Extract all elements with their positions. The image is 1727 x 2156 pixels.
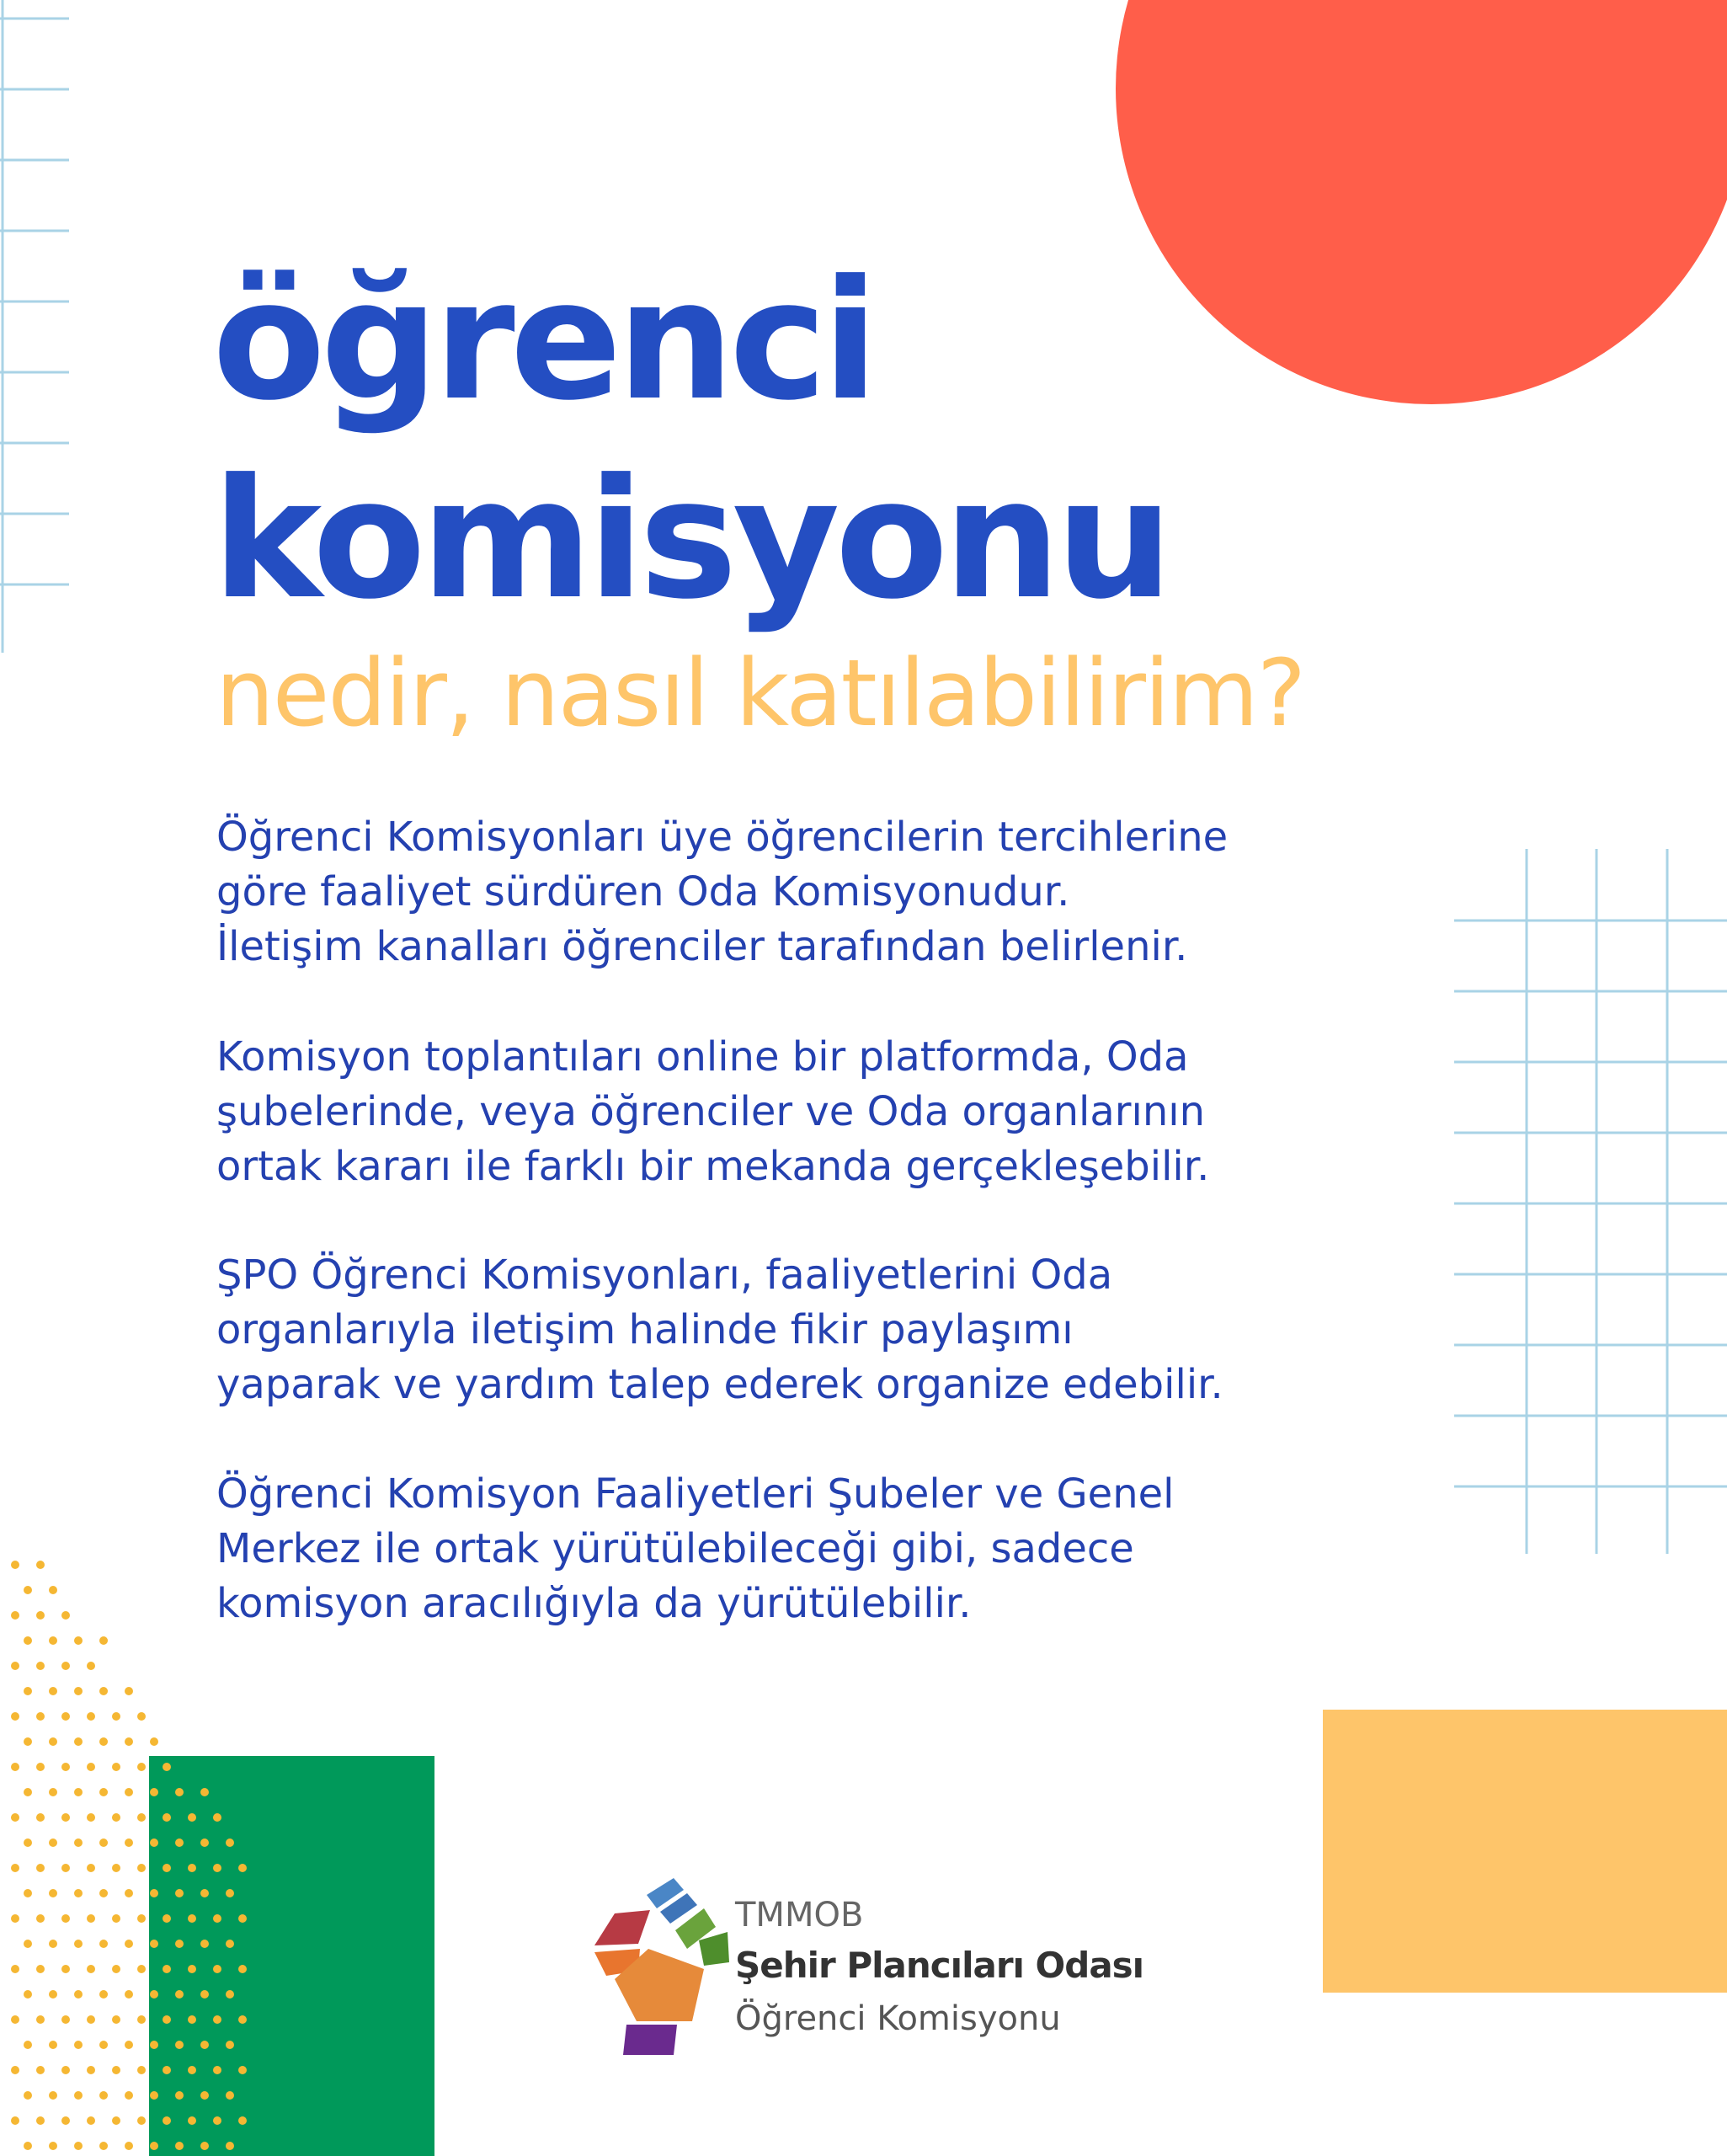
decor-dot	[11, 1813, 19, 1822]
decor-dot	[49, 2091, 57, 2100]
decor-dot	[74, 1889, 83, 1897]
decor-dot	[175, 1889, 184, 1897]
paragraph-3: ŞPO Öğrenci Komisyonları, faaliyetlerini Oda organlarıyla iletişim halinde fikir paylaşımı yaparak ve yardım talep ederek organize edebilir.	[216, 1251, 1223, 1408]
decor-dot	[36, 1712, 45, 1721]
decor-dot	[99, 1737, 108, 1746]
decor-dot	[112, 2015, 120, 2024]
decor-dot	[213, 2116, 221, 2125]
decor-dot	[112, 2066, 120, 2074]
decor-dot	[200, 1838, 209, 1847]
decor-dot	[188, 1813, 196, 1822]
decor-dot	[163, 1813, 171, 1822]
decor-dot	[36, 1561, 45, 1569]
decor-dot	[36, 2066, 45, 2074]
title-line-2: komisyonu	[212, 444, 1169, 636]
logo-org-name: Şehir Plancıları Odası	[735, 1945, 1144, 1986]
decor-dot	[213, 1864, 221, 1872]
decor-dot	[150, 1788, 158, 1796]
decor-dot	[24, 1788, 32, 1796]
decor-dot	[24, 1586, 32, 1594]
decor-dot	[200, 1990, 209, 1999]
decor-dot	[163, 2116, 171, 2125]
decor-dot	[99, 1788, 108, 1796]
decor-dot	[61, 1662, 70, 1670]
decor-dot	[188, 1864, 196, 1872]
decor-dot	[11, 2116, 19, 2125]
decor-dot	[87, 1914, 95, 1923]
decor-dot	[24, 2091, 32, 2100]
decor-dot	[112, 1813, 120, 1822]
decor-dot	[61, 1864, 70, 1872]
decor-dot	[11, 1965, 19, 1973]
decor-dot	[226, 2091, 234, 2100]
decor-dot	[24, 1990, 32, 1999]
decor-dot	[163, 2015, 171, 2024]
decor-dot	[36, 1662, 45, 1670]
decor-dot	[24, 2142, 32, 2150]
decor-dot	[125, 2091, 133, 2100]
decor-dot	[61, 1763, 70, 1771]
decor-dot	[74, 2041, 83, 2049]
decor-dot	[36, 1763, 45, 1771]
subtitle: nedir, nasıl katılabilirim?	[216, 639, 1305, 747]
decor-dot	[74, 1940, 83, 1948]
decor-dot	[74, 2091, 83, 2100]
decor-dot	[150, 1990, 158, 1999]
decor-dot	[112, 1712, 120, 1721]
decor-dot	[213, 2015, 221, 2024]
decor-dot	[11, 1914, 19, 1923]
decor-dot	[226, 2142, 234, 2150]
decor-dot	[74, 1636, 83, 1645]
decor-dot	[99, 2091, 108, 2100]
decor-dot	[226, 2041, 234, 2049]
decor-dot	[226, 1838, 234, 1847]
decor-dot	[99, 1687, 108, 1695]
decor-dot	[125, 1737, 133, 1746]
decor-dot	[99, 1636, 108, 1645]
decor-dot	[24, 2041, 32, 2049]
decor-dot	[200, 1889, 209, 1897]
decor-dot	[87, 1662, 95, 1670]
decor-dot	[112, 1763, 120, 1771]
decor-dot	[213, 1813, 221, 1822]
right-grid	[1454, 849, 1727, 1554]
decor-dot	[125, 1940, 133, 1948]
decor-dot	[36, 2015, 45, 2024]
decor-dot	[11, 1864, 19, 1872]
decor-dot	[150, 1737, 158, 1746]
decor-dot	[150, 2142, 158, 2150]
decor-dot	[61, 2015, 70, 2024]
decor-dot	[99, 1838, 108, 1847]
decor-dot	[36, 1611, 45, 1620]
paragraph-1: Öğrenci Komisyonları üye öğrencilerin tercihlerine göre faaliyet sürdüren Oda Komisyonudur. İletişim kanalları öğrenciler tarafından belirlenir.	[216, 814, 1229, 970]
decor-dot	[175, 1838, 184, 1847]
decor-dot	[163, 2066, 171, 2074]
decor-dot	[137, 1914, 146, 1923]
decor-dot	[150, 1889, 158, 1897]
decor-dot	[125, 1687, 133, 1695]
decor-dot	[87, 1965, 95, 1973]
decor-dot	[125, 2041, 133, 2049]
decor-dot	[213, 1965, 221, 1973]
decor-dot	[112, 2116, 120, 2125]
decor-dot	[87, 2015, 95, 2024]
decor-dot	[226, 1940, 234, 1948]
decor-dot	[87, 1813, 95, 1822]
decor-dot	[49, 1737, 57, 1746]
decor-dot	[150, 1940, 158, 1948]
coral-circle	[1116, 0, 1727, 404]
logo-commission-name: Öğrenci Komisyonu	[735, 1999, 1061, 2038]
decor-dot	[74, 1838, 83, 1847]
decor-dot	[61, 1712, 70, 1721]
decor-dot	[49, 1838, 57, 1847]
decor-dot	[36, 1813, 45, 1822]
decor-dot	[137, 1813, 146, 1822]
decor-dot	[213, 1914, 221, 1923]
decor-dot	[188, 2066, 196, 2074]
decor-dot	[49, 1788, 57, 1796]
decor-dot	[238, 1914, 247, 1923]
decor-dot	[200, 2041, 209, 2049]
decor-dot	[11, 2066, 19, 2074]
decor-dot	[137, 1864, 146, 1872]
decor-dot	[24, 1687, 32, 1695]
decor-dot	[137, 1965, 146, 1973]
decor-dot	[99, 2142, 108, 2150]
decor-dot	[125, 2142, 133, 2150]
decor-dot	[175, 1940, 184, 1948]
decor-dot	[24, 1940, 32, 1948]
decor-dot	[163, 1864, 171, 1872]
decor-dot	[87, 2116, 95, 2125]
decor-dot	[61, 1611, 70, 1620]
decor-dot	[238, 1965, 247, 1973]
decor-dot	[24, 1737, 32, 1746]
decor-dot	[74, 1737, 83, 1746]
decor-dot	[61, 2066, 70, 2074]
decor-dot	[61, 1813, 70, 1822]
decor-dot	[175, 1990, 184, 1999]
decor-dot	[213, 2066, 221, 2074]
fist-logo-icon	[589, 1861, 733, 2055]
decor-dot	[112, 1864, 120, 1872]
decor-dot	[24, 1838, 32, 1847]
decor-dot	[137, 2066, 146, 2074]
decor-dot	[112, 1914, 120, 1923]
decor-dot	[137, 2015, 146, 2024]
decor-dot	[200, 2142, 209, 2150]
decor-dot	[61, 1914, 70, 1923]
decor-dot	[188, 1914, 196, 1923]
decor-dot	[87, 1763, 95, 1771]
decor-dot	[74, 1788, 83, 1796]
decor-dot	[99, 1940, 108, 1948]
decor-dot	[163, 1965, 171, 1973]
decor-dot	[36, 1914, 45, 1923]
decor-dot	[36, 1965, 45, 1973]
decor-dot	[200, 1940, 209, 1948]
decor-dot	[11, 1763, 19, 1771]
decor-dot	[188, 2116, 196, 2125]
decor-dot	[238, 2015, 247, 2024]
decor-dot	[11, 1662, 19, 1670]
decor-dot	[99, 2041, 108, 2049]
decor-dot	[99, 1990, 108, 1999]
decor-dot	[87, 2066, 95, 2074]
decor-dot	[74, 1990, 83, 1999]
decor-dot	[24, 1889, 32, 1897]
decor-dot	[49, 1889, 57, 1897]
decor-dot	[238, 2116, 247, 2125]
decor-dot	[188, 2015, 196, 2024]
decor-dot	[163, 1763, 171, 1771]
decor-dot	[137, 1712, 146, 1721]
decor-dot	[49, 2142, 57, 2150]
decor-dot	[200, 2091, 209, 2100]
decor-dot	[49, 1940, 57, 1948]
decor-dot	[11, 1611, 19, 1620]
decor-dot	[226, 1889, 234, 1897]
decor-dot	[125, 1990, 133, 1999]
decor-dot	[137, 1763, 146, 1771]
paragraph-4: Öğrenci Komisyon Faaliyetleri Şubeler ve Genel Merkez ile ortak yürütülebileceği gibi, sadece komisyon aracılığıyla da yürütülebilir.	[216, 1470, 1175, 1627]
decor-dot	[200, 1788, 209, 1796]
decor-dot	[188, 1965, 196, 1973]
decor-dot	[87, 1864, 95, 1872]
decor-dot	[226, 1990, 234, 1999]
decor-dot	[125, 1838, 133, 1847]
decor-dot	[36, 2116, 45, 2125]
decor-dot	[150, 1838, 158, 1847]
decor-dot	[125, 1788, 133, 1796]
decor-dot	[163, 1914, 171, 1923]
decor-dot	[49, 1687, 57, 1695]
decor-dot	[87, 1712, 95, 1721]
decor-dot	[150, 2041, 158, 2049]
decor-dot	[11, 1561, 19, 1569]
decor-dot	[36, 1864, 45, 1872]
decor-dot	[175, 2091, 184, 2100]
paragraph-2: Komisyon toplantıları online bir platformda, Oda şubelerinde, veya öğrenciler ve Oda organlarının ortak kararı ile farklı bir mekanda gerçekleşebilir.	[216, 1033, 1210, 1190]
decor-dot	[49, 1990, 57, 1999]
decor-dot	[11, 1712, 19, 1721]
decor-dot	[61, 1965, 70, 1973]
decor-dot	[61, 2116, 70, 2125]
top-left-lines	[0, 0, 69, 653]
decor-dot	[125, 1889, 133, 1897]
decor-dot	[150, 2091, 158, 2100]
decor-dot	[238, 1864, 247, 1872]
logo-org-tmmob: TMMOB	[735, 1896, 864, 1935]
decor-dot	[74, 1687, 83, 1695]
decor-dot	[24, 1636, 32, 1645]
decor-dot	[175, 1788, 184, 1796]
decor-dot	[99, 1889, 108, 1897]
decor-dot	[112, 1965, 120, 1973]
decor-dot	[49, 2041, 57, 2049]
yellow-block	[1323, 1710, 1727, 1993]
title-line-1: öğrenci	[212, 245, 874, 437]
decor-dot	[238, 2066, 247, 2074]
decor-dot	[175, 2142, 184, 2150]
decor-dot	[137, 2116, 146, 2125]
decor-dot	[175, 2041, 184, 2049]
decor-dot	[74, 2142, 83, 2150]
decor-dot	[49, 1586, 57, 1594]
decor-dot	[11, 2015, 19, 2024]
decor-dot	[49, 1636, 57, 1645]
